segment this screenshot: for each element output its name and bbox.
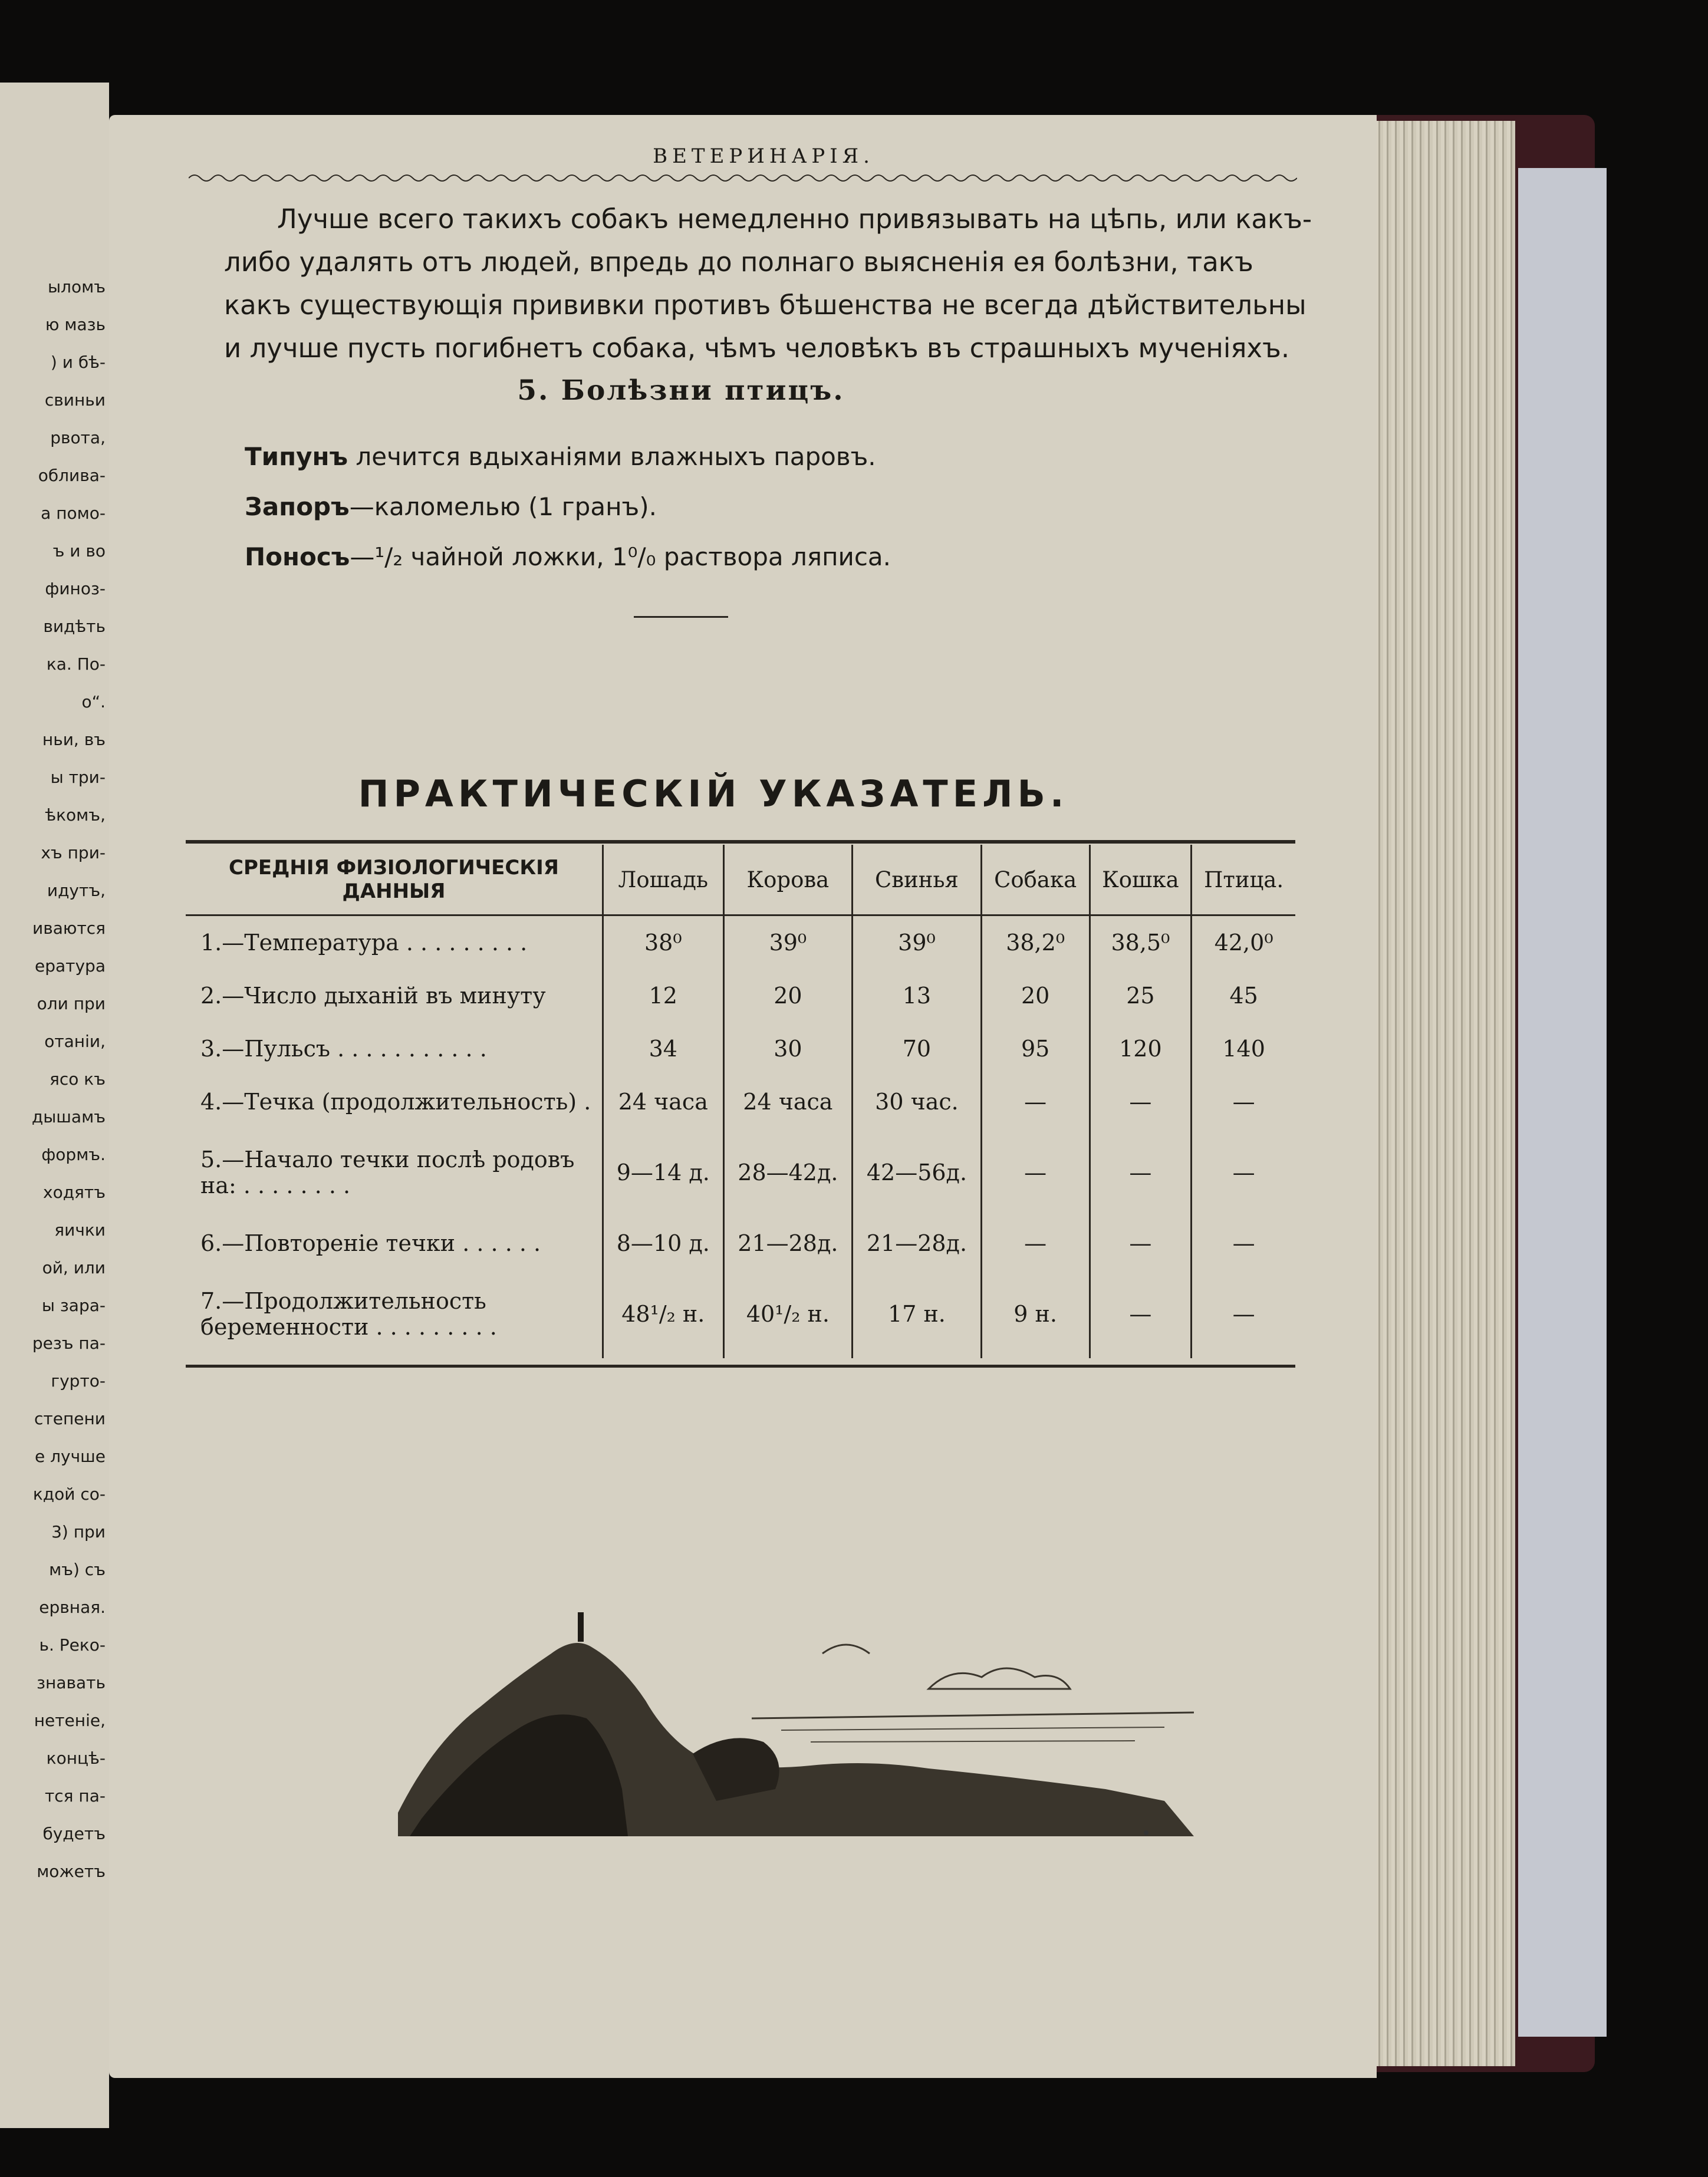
coastal-landscape-engraving bbox=[398, 1565, 1194, 1836]
left-page-fragment bbox=[0, 83, 109, 2128]
table-cell: 25 bbox=[1090, 969, 1192, 1022]
table-row bbox=[186, 969, 1295, 1022]
param-header: СРЕДНІЯ ФИЗІОЛОГИЧЕСКІЯ ДАННЫЯ bbox=[186, 845, 603, 915]
table-cell: — bbox=[1090, 1217, 1192, 1270]
table-cell: 13 bbox=[853, 969, 982, 1022]
left-page-line: ѣкомъ, bbox=[45, 805, 106, 825]
table-cell: 95 bbox=[981, 1022, 1090, 1075]
intro-line: какъ существующія прививки противъ бѣшенства не всегда дѣйствительны bbox=[224, 289, 1306, 321]
left-page-line: рвота, bbox=[50, 428, 106, 447]
table-bottom-rule bbox=[186, 1365, 1295, 1368]
remedy-text: —¹/₂ чайной ложки, 1⁰/₀ раствора ляписа. bbox=[350, 542, 891, 571]
remedy-name: Поносъ bbox=[245, 542, 350, 571]
left-page-line: резъ па- bbox=[32, 1333, 106, 1353]
remedy-item bbox=[245, 542, 891, 571]
table-cell: — bbox=[1090, 1128, 1192, 1217]
table-cell: 8—10 д. bbox=[603, 1217, 724, 1270]
left-page-line: ъ и во bbox=[52, 541, 106, 561]
row-label: 3.—Пульсъ . . . . . . . . . . . bbox=[200, 1036, 487, 1062]
left-page-line: отаніи, bbox=[44, 1032, 106, 1051]
left-page-line: а помо- bbox=[41, 503, 106, 523]
table-cell: 140 bbox=[1192, 1022, 1295, 1075]
animal-header: Корова bbox=[723, 845, 853, 915]
intro-line: и лучше пусть погибнетъ собака, чѣмъ человѣкъ въ страшныхъ мученіяхъ. bbox=[224, 332, 1290, 364]
table-cell: 20 bbox=[723, 969, 853, 1022]
table-cell: — bbox=[1192, 1128, 1295, 1217]
table-cell: 30 час. bbox=[853, 1075, 982, 1128]
left-page-line: формъ. bbox=[41, 1145, 106, 1164]
left-page-line: тся па- bbox=[44, 1786, 106, 1806]
left-page-line: ы три- bbox=[50, 768, 106, 787]
left-page-line: ой, или bbox=[42, 1258, 106, 1277]
left-page-line: дышамъ bbox=[31, 1107, 106, 1127]
left-page-line: ь. Реко- bbox=[39, 1635, 106, 1655]
animal-header: Собака bbox=[981, 845, 1090, 915]
left-page-line: ервная. bbox=[39, 1598, 106, 1617]
table-cell: 39⁰ bbox=[853, 915, 982, 970]
left-page-line: ньи, въ bbox=[42, 730, 106, 749]
left-page-line: хъ при- bbox=[41, 843, 106, 862]
table-cell: 30 bbox=[723, 1022, 853, 1075]
animal-header: Кошка bbox=[1090, 845, 1192, 915]
table-cell: 21—28д. bbox=[723, 1217, 853, 1270]
left-page-line: степени bbox=[34, 1409, 106, 1428]
table-cell: 38,2⁰ bbox=[981, 915, 1090, 970]
animal-header: Лошадь bbox=[603, 845, 724, 915]
left-page-line: ) и бѣ- bbox=[50, 353, 106, 372]
table-cell: 48¹/₂ н. bbox=[603, 1270, 724, 1358]
left-page-line: знавать bbox=[37, 1673, 106, 1692]
left-page-line: видѣть bbox=[43, 617, 106, 636]
left-page-line: будетъ bbox=[42, 1824, 106, 1843]
table-cell: 20 bbox=[981, 969, 1090, 1022]
table-cell: — bbox=[1090, 1270, 1192, 1358]
left-page-line: нетеніе, bbox=[34, 1711, 106, 1730]
table-cell: 9 н. bbox=[981, 1270, 1090, 1358]
table-cell: 38,5⁰ bbox=[1090, 915, 1192, 970]
table-row bbox=[186, 1022, 1295, 1075]
table-cell: 24 часа bbox=[723, 1075, 853, 1128]
table-row bbox=[186, 915, 1295, 970]
left-page-line: ература bbox=[35, 956, 106, 976]
physiology-table bbox=[186, 845, 1295, 1358]
table-cell: 17 н. bbox=[853, 1270, 982, 1358]
table-top-rule bbox=[186, 840, 1295, 844]
main-title: ПРАКТИЧЕСКІЙ УКАЗАТЕЛЬ. bbox=[358, 772, 1069, 815]
row-label: 7.—Продолжительность беременности . . . . . . . . . bbox=[200, 1288, 497, 1340]
wavy-rule bbox=[189, 169, 1297, 187]
remedy-text: —каломелью (1 гранъ). bbox=[349, 492, 657, 521]
left-page-line: финоз- bbox=[45, 579, 106, 598]
backing-sheet bbox=[1518, 168, 1607, 2037]
left-page-line: облива- bbox=[38, 466, 106, 485]
separator-rule bbox=[634, 616, 728, 618]
table-cell: 45 bbox=[1192, 969, 1295, 1022]
left-page-line: иваются bbox=[32, 918, 106, 938]
table-cell: 24 часа bbox=[603, 1075, 724, 1128]
animal-header: Птица. bbox=[1192, 845, 1295, 915]
table-row bbox=[186, 1270, 1295, 1358]
table-cell: 70 bbox=[853, 1022, 982, 1075]
left-page-line: е лучше bbox=[35, 1447, 106, 1466]
left-page-line: ы зара- bbox=[41, 1296, 106, 1315]
remedy-item bbox=[245, 492, 657, 521]
left-page-line: можетъ bbox=[37, 1862, 106, 1881]
left-page-line: оли при bbox=[37, 994, 106, 1013]
left-page-line: 3) при bbox=[51, 1522, 106, 1542]
left-page-line: мъ) съ bbox=[49, 1560, 106, 1579]
left-page-line: ка. По- bbox=[46, 654, 106, 674]
remedy-text: лечится вдыханіями влажныхъ паровъ. bbox=[348, 442, 876, 471]
left-page-line: ю мазь bbox=[45, 315, 106, 334]
table-cell: 39⁰ bbox=[723, 915, 853, 970]
table-cell: — bbox=[1090, 1075, 1192, 1128]
section-title: 5. Болѣзни птицъ. bbox=[517, 374, 845, 407]
right-page bbox=[109, 115, 1377, 2078]
table-row bbox=[186, 1075, 1295, 1128]
table-cell: 21—28д. bbox=[853, 1217, 982, 1270]
table-cell: 9—14 д. bbox=[603, 1128, 724, 1217]
left-page-line: яички bbox=[54, 1220, 106, 1240]
remedy-name: Типунъ bbox=[245, 442, 348, 471]
intro-paragraph bbox=[224, 197, 1332, 370]
table-cell: — bbox=[981, 1075, 1090, 1128]
table-cell: — bbox=[1192, 1270, 1295, 1358]
remedy-name: Запоръ bbox=[245, 492, 350, 521]
left-page-line: ыломъ bbox=[47, 277, 106, 297]
table-row bbox=[186, 1128, 1295, 1217]
table-cell: 28—42д. bbox=[723, 1128, 853, 1217]
row-label: 6.—Повтореніе течки . . . . . . bbox=[200, 1230, 541, 1256]
row-label: 4.—Течка (продолжительность) . bbox=[200, 1089, 591, 1115]
table-cell: 42—56д. bbox=[853, 1128, 982, 1217]
table-cell: 42,0⁰ bbox=[1192, 915, 1295, 970]
left-page-line: идутъ, bbox=[47, 881, 106, 900]
left-page-line: свиньи bbox=[44, 390, 106, 410]
left-page-line: ходятъ bbox=[43, 1183, 106, 1202]
running-head: ВЕТЕРИНАРІЯ. bbox=[653, 144, 874, 168]
animal-header: Свинья bbox=[853, 845, 982, 915]
table-cell: — bbox=[1192, 1075, 1295, 1128]
row-label: 2.—Число дыханій въ минуту bbox=[200, 983, 546, 1009]
table-cell: 40¹/₂ н. bbox=[723, 1270, 853, 1358]
left-page-line: ясо къ bbox=[50, 1069, 106, 1089]
table-cell: — bbox=[1192, 1217, 1295, 1270]
table-cell: 38⁰ bbox=[603, 915, 724, 970]
remedy-item bbox=[245, 442, 876, 471]
left-page-line: концѣ- bbox=[46, 1748, 106, 1768]
ink-dot bbox=[1144, 1830, 1148, 1835]
table-cell: 12 bbox=[603, 969, 724, 1022]
intro-line: Лучше всего такихъ собакъ немедленно привязывать на цѣпь, или какъ- bbox=[277, 203, 1312, 235]
left-page-line: гурто- bbox=[51, 1371, 106, 1391]
left-page-line: кдой со- bbox=[32, 1484, 106, 1504]
table-cell: — bbox=[981, 1217, 1090, 1270]
table-cell: 34 bbox=[603, 1022, 724, 1075]
table-cell: — bbox=[981, 1128, 1090, 1217]
row-label: 1.—Температура . . . . . . . . . bbox=[200, 930, 528, 956]
table-cell: 120 bbox=[1090, 1022, 1192, 1075]
table-row bbox=[186, 1217, 1295, 1270]
row-label: 5.—Начало течки послѣ родовъ на: . . . . . . . . bbox=[200, 1147, 575, 1198]
left-page-line: о“. bbox=[81, 692, 106, 712]
intro-line: либо удалять отъ людей, впредь до полнаго выясненія ея болѣзни, такъ bbox=[224, 246, 1253, 278]
